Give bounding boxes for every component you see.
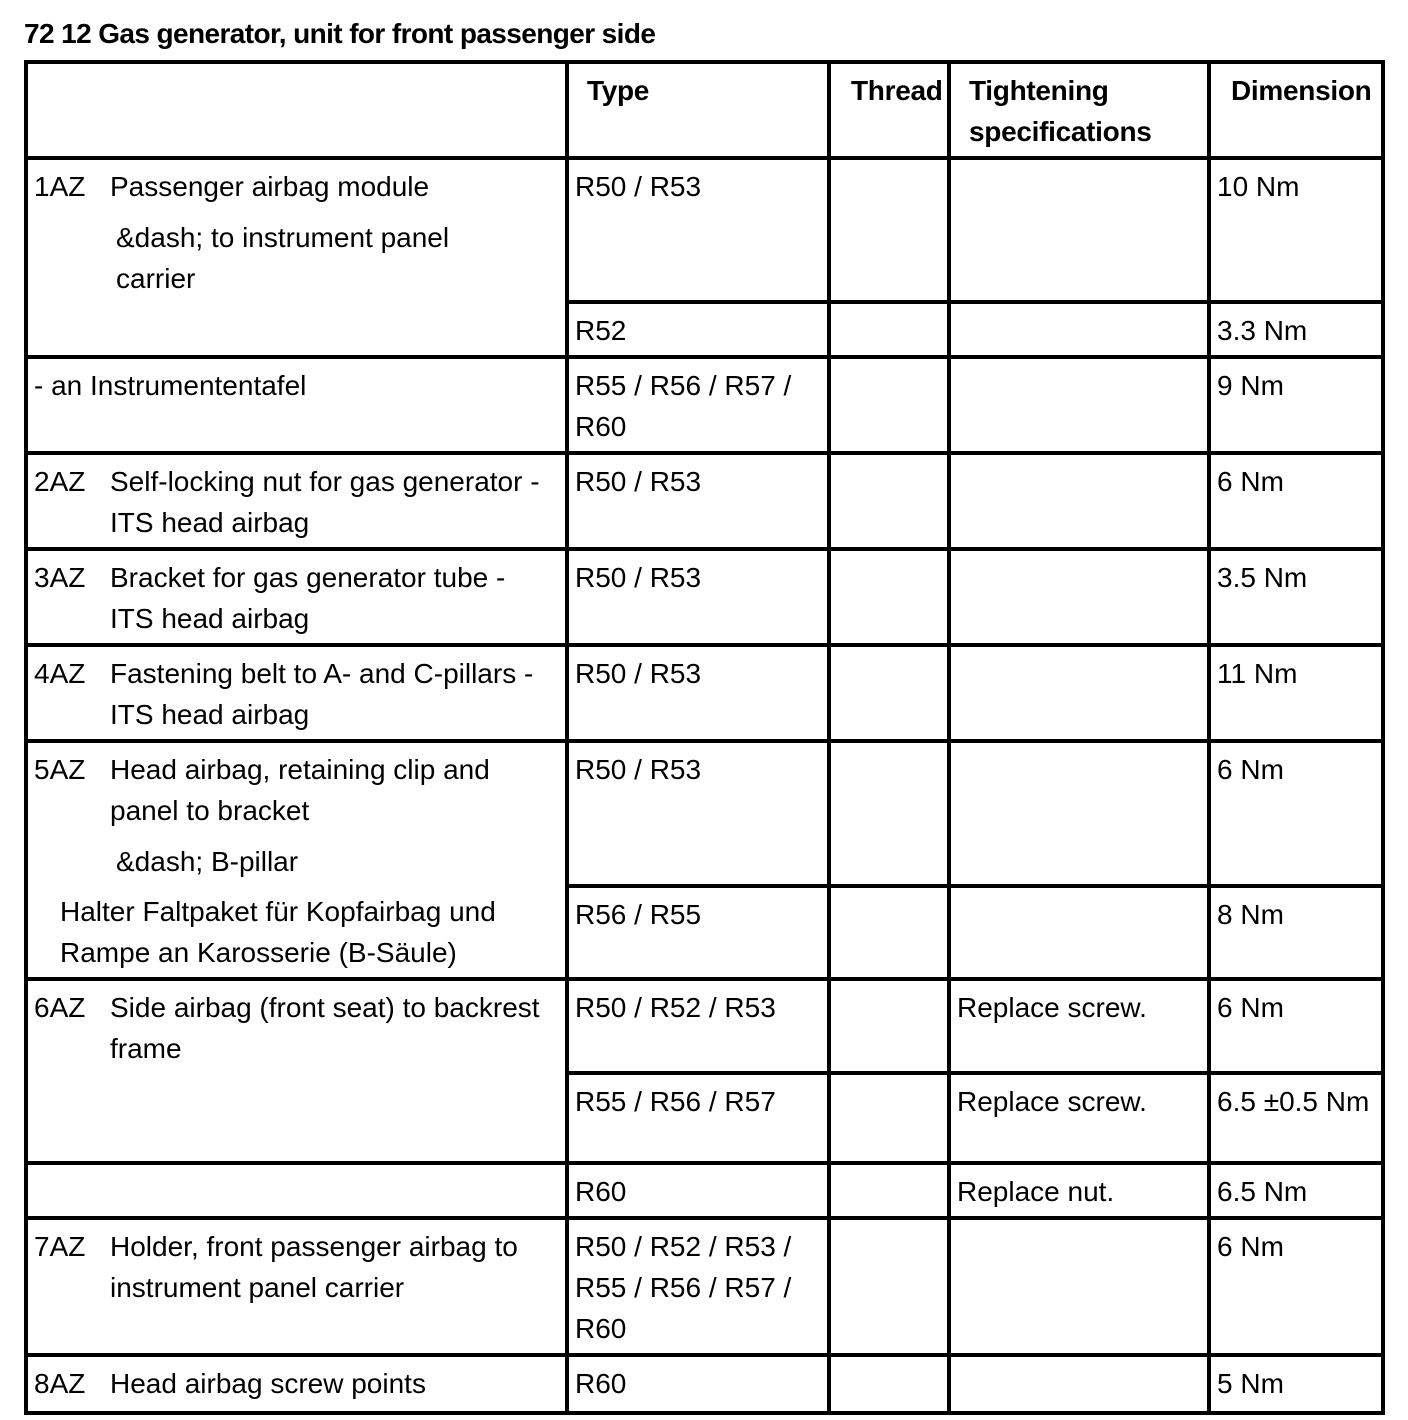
header-blank (26, 62, 567, 158)
description-cell (26, 1355, 567, 1413)
description-text: Side airbag (front seat) to backrest frame (110, 992, 540, 1064)
thread-cell (829, 1218, 949, 1355)
description-cell (26, 1163, 567, 1218)
type-cell: R50 / R53 (567, 453, 829, 549)
description-text: Passenger airbag module (110, 171, 430, 202)
header-type: Type (567, 62, 829, 158)
description-text: Holder, front passenger airbag to instrument panel carrier (110, 1231, 518, 1303)
description-extra: Halter Faltpaket für Kopfairbag und Rampe an Karosserie (B-Säule) (60, 896, 496, 968)
dimension-cell: 11 Nm (1209, 645, 1383, 741)
table-row (26, 357, 1383, 453)
description-cell (26, 158, 567, 357)
type-cell: R50 / R52 / R53 (567, 979, 829, 1073)
position-number: 8AZ (34, 1368, 86, 1399)
position-number: 1AZ (34, 171, 86, 202)
dimension-cell: 3.3 Nm (1209, 302, 1383, 357)
type-cell: R60 (567, 1163, 829, 1218)
thread-cell (829, 357, 949, 453)
table-row (26, 158, 1383, 302)
tightening-cell (949, 453, 1209, 549)
description-text: Bracket for gas generator tube - ITS head airbag (110, 562, 506, 634)
dimension-cell: 3.5 Nm (1209, 549, 1383, 645)
type-cell: R50 / R53 (567, 741, 829, 886)
thread-cell (829, 1073, 949, 1163)
type-cell: R50 / R53 (567, 549, 829, 645)
tightening-cell: Replace screw. (949, 1073, 1209, 1163)
dimension-cell: 5 Nm (1209, 1355, 1383, 1413)
thread-cell (829, 1355, 949, 1413)
description-cell (26, 453, 567, 549)
description-cell (26, 549, 567, 645)
type-cell: R52 (567, 302, 829, 357)
table-row (26, 549, 1383, 645)
type-cell: R56 / R55 (567, 886, 829, 979)
page-title: 72 12 Gas generator, unit for front passenger side (24, 18, 656, 49)
table-row (26, 979, 1383, 1073)
description-cell (26, 979, 567, 1163)
type-cell: R60 (567, 1355, 829, 1413)
description-cell (26, 645, 567, 741)
header-thread: Thread (829, 62, 949, 158)
thread-cell (829, 302, 949, 357)
dimension-cell: 9 Nm (1209, 357, 1383, 453)
position-number: 2AZ (34, 466, 86, 497)
dimension-cell: 6.5 ±0.5 Nm (1209, 1073, 1383, 1163)
torque-spec-table (24, 60, 1385, 1415)
position-number: 7AZ (34, 1231, 86, 1262)
type-cell: R55 / R56 / R57 / R60 (567, 357, 829, 453)
position-number: 4AZ (34, 658, 86, 689)
dimension-cell: 10 Nm (1209, 158, 1383, 302)
tightening-cell: Replace nut. (949, 1163, 1209, 1218)
tightening-cell (949, 645, 1209, 741)
description-text: Fastening belt to A- and C-pillars - ITS head airbag (110, 658, 534, 730)
description-subtext: &dash; to instrument panel carrier (116, 222, 450, 294)
description-text: Head airbag, retaining clip and panel to bracket (110, 754, 490, 826)
thread-cell (829, 158, 949, 302)
tightening-cell (949, 302, 1209, 357)
description-cell: - an Instrumententafel (26, 357, 567, 453)
tightening-cell (949, 741, 1209, 886)
tightening-cell (949, 886, 1209, 979)
dimension-cell: 6 Nm (1209, 979, 1383, 1073)
type-cell: R50 / R53 (567, 158, 829, 302)
type-cell: R55 / R56 / R57 (567, 1073, 829, 1163)
thread-cell (829, 453, 949, 549)
thread-cell (829, 645, 949, 741)
table-row (26, 741, 1383, 886)
table-row (26, 1355, 1383, 1413)
table-row (26, 645, 1383, 741)
thread-cell (829, 1163, 949, 1218)
table-row (26, 1163, 1383, 1218)
position-number: 6AZ (34, 992, 86, 1023)
header-tightening: Tightening specifications (949, 62, 1209, 158)
description-text: Self-locking nut for gas generator - ITS head airbag (110, 466, 540, 538)
tightening-cell (949, 549, 1209, 645)
position-number: 3AZ (34, 562, 86, 593)
thread-cell (829, 886, 949, 979)
tightening-cell: Replace screw. (949, 979, 1209, 1073)
thread-cell (829, 549, 949, 645)
tightening-cell (949, 1355, 1209, 1413)
header-row (26, 62, 1383, 158)
table-row (26, 453, 1383, 549)
tightening-cell (949, 158, 1209, 302)
description-cell (26, 1218, 567, 1355)
description-cell (26, 741, 567, 979)
type-cell: R50 / R53 (567, 645, 829, 741)
description-text: Head airbag screw points (110, 1368, 426, 1399)
position-number: 5AZ (34, 754, 86, 785)
tightening-cell (949, 1218, 1209, 1355)
header-dimension: Dimension (1209, 62, 1383, 158)
dimension-cell: 6 Nm (1209, 1218, 1383, 1355)
thread-cell (829, 979, 949, 1073)
dimension-cell: 8 Nm (1209, 886, 1383, 979)
description-subtext: &dash; B-pillar (116, 846, 299, 877)
table-row (26, 1218, 1383, 1355)
thread-cell (829, 741, 949, 886)
type-cell: R50 / R52 / R53 / R55 / R56 / R57 / R60 (567, 1218, 829, 1355)
dimension-cell: 6 Nm (1209, 741, 1383, 886)
dimension-cell: 6 Nm (1209, 453, 1383, 549)
tightening-cell (949, 357, 1209, 453)
dimension-cell: 6.5 Nm (1209, 1163, 1383, 1218)
